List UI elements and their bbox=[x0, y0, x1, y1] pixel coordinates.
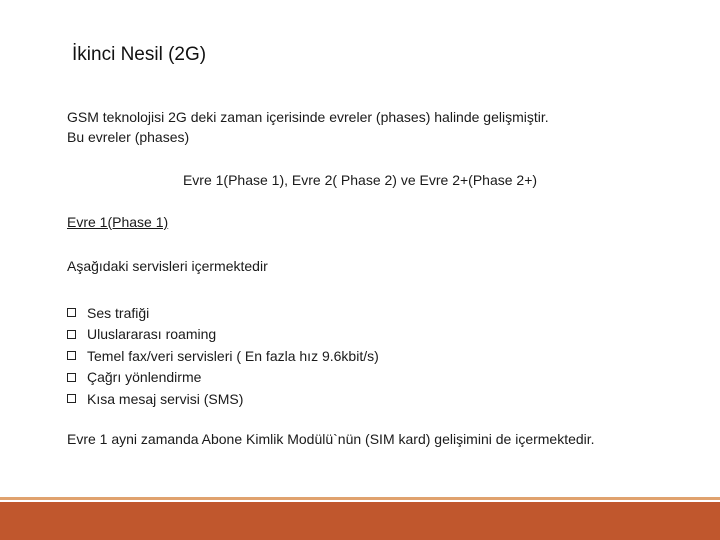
checkbox-bullet-icon bbox=[67, 351, 76, 360]
footer-bar bbox=[0, 502, 720, 540]
checkbox-bullet-icon bbox=[67, 373, 76, 382]
services-list bbox=[67, 302, 379, 410]
intro-line-1: GSM teknolojisi 2G deki zaman içerisinde evreler (phases) halinde gelişmiştir. bbox=[67, 109, 549, 125]
checkbox-bullet-icon bbox=[67, 330, 76, 339]
list-item bbox=[67, 388, 379, 410]
service-label: Uluslararası roaming bbox=[87, 326, 217, 343]
list-item bbox=[67, 345, 379, 367]
phases-line: Evre 1(Phase 1), Evre 2( Phase 2) ve Evre 2+(Phase 2+) bbox=[182, 172, 538, 188]
phase1-heading: Evre 1(Phase 1) bbox=[67, 214, 169, 230]
intro-paragraph bbox=[67, 107, 667, 147]
footer-accent-line bbox=[0, 497, 720, 500]
service-label: Çağrı yönlendirme bbox=[87, 369, 202, 386]
service-label: Kısa mesaj servisi (SMS) bbox=[87, 390, 244, 407]
slide-title: İkinci Nesil (2G) bbox=[72, 44, 207, 65]
closing-paragraph: Evre 1 ayni zamanda Abone Kimlik Modülü`nün (SIM kard) gelişimini de içermektedir. bbox=[67, 431, 595, 447]
intro-line-2: Bu evreler (phases) bbox=[67, 129, 190, 145]
service-label: Temel fax/veri servisleri ( En fazla hız 9.6kbit/s) bbox=[87, 347, 379, 364]
list-item bbox=[67, 302, 379, 324]
service-label: Ses trafiği bbox=[87, 304, 150, 321]
contains-text: Aşağıdaki servisleri içermektedir bbox=[67, 258, 268, 274]
checkbox-bullet-icon bbox=[67, 308, 76, 317]
list-item bbox=[67, 367, 379, 389]
checkbox-bullet-icon bbox=[67, 394, 76, 403]
list-item bbox=[67, 324, 379, 346]
